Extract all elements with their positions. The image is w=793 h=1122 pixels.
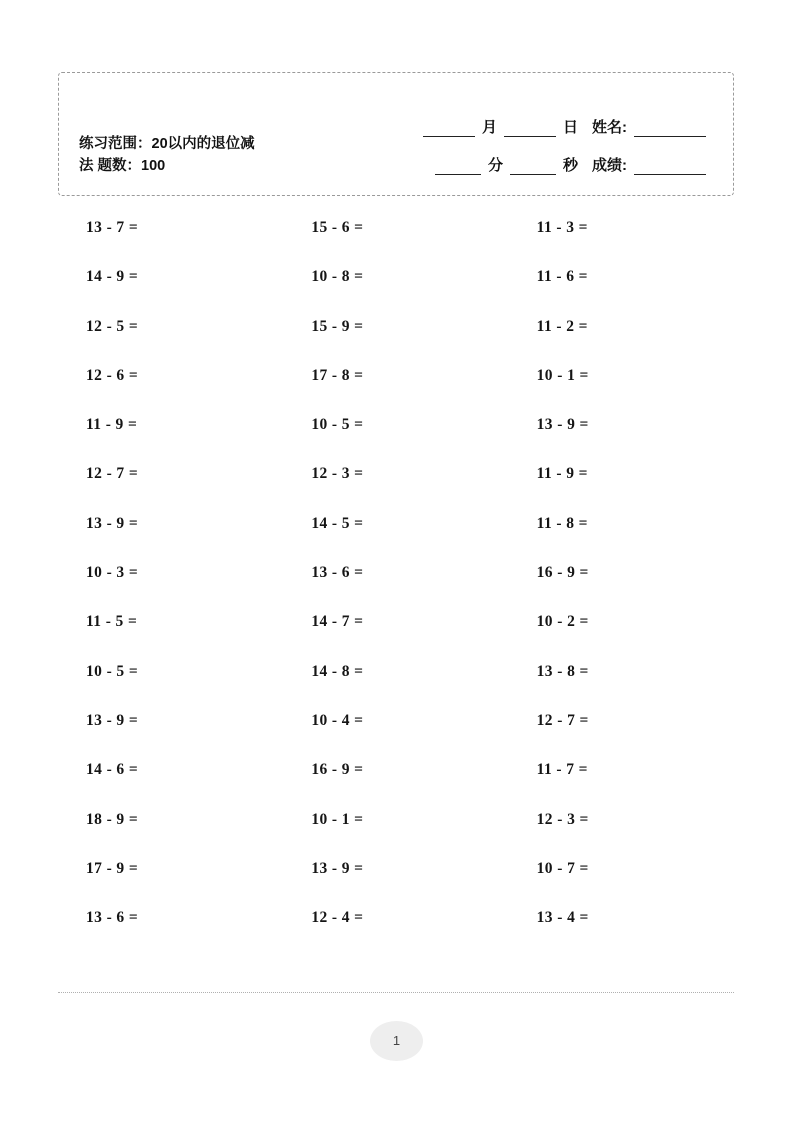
name-blank[interactable] — [634, 123, 706, 137]
problem-item: 13 - 4 = — [536, 909, 589, 927]
problem-item: 14 - 8 = — [311, 662, 364, 680]
worksheet-meta-fields — [381, 99, 711, 175]
problem-item: 14 - 6 = — [86, 761, 139, 779]
problem-item: 13 - 9 = — [536, 416, 589, 434]
problem-item: 10 - 8 = — [311, 268, 364, 286]
name-label: 姓名: — [592, 119, 627, 136]
problem-item: 10 - 1 = — [311, 810, 364, 828]
page-number-badge: 1 — [370, 1021, 423, 1061]
problem-item: 16 - 9 = — [311, 761, 364, 779]
problem-item: 14 - 9 = — [86, 268, 139, 286]
problem-item: 15 - 9 = — [311, 317, 364, 335]
month-label: 月 — [481, 119, 497, 136]
problem-item: 12 - 6 = — [86, 366, 139, 384]
problem-item: 12 - 3 = — [311, 465, 364, 483]
second-label: 秒 — [562, 157, 578, 174]
minute-label: 分 — [487, 157, 503, 174]
problem-item: 11 - 7 = — [536, 761, 588, 779]
problem-item: 12 - 5 = — [86, 317, 139, 335]
day-label: 日 — [562, 119, 578, 136]
problem-item: 11 - 3 = — [536, 219, 588, 236]
problem-item: 13 - 6 = — [311, 564, 364, 582]
time-row — [381, 137, 711, 175]
problem-item: 10 - 1 = — [536, 366, 589, 384]
month-blank[interactable] — [423, 123, 475, 137]
problem-item: 13 - 9 = — [311, 859, 364, 877]
problem-grid — [58, 203, 734, 942]
problem-item: 11 - 9 = — [86, 416, 138, 434]
day-blank[interactable] — [504, 123, 556, 137]
problem-item: 14 - 5 = — [311, 514, 364, 532]
date-row — [381, 99, 711, 137]
problem-item: 11 - 6 = — [536, 268, 588, 286]
score-label: 成绩: — [592, 157, 627, 174]
problem-item: 10 - 2 = — [536, 613, 589, 631]
problem-item: 17 - 8 = — [311, 366, 364, 384]
problem-item: 14 - 7 = — [311, 613, 364, 631]
practice-range-line-1: 练习范围：20以内的退位减 — [79, 136, 255, 152]
problem-item: 12 - 4 = — [311, 909, 364, 927]
practice-range-line-2: 法 题数：100 — [79, 158, 166, 174]
problem-item: 10 - 5 = — [86, 662, 139, 680]
problem-item: 17 - 9 = — [86, 859, 139, 877]
problem-item: 10 - 7 = — [536, 859, 589, 877]
footer-divider — [58, 992, 734, 993]
problem-item: 12 - 3 = — [536, 810, 589, 828]
second-blank[interactable] — [510, 161, 556, 175]
problem-item: 11 - 8 = — [536, 514, 588, 532]
problem-item: 10 - 5 = — [311, 416, 364, 434]
problem-item: 16 - 9 = — [536, 564, 589, 582]
problem-item: 10 - 4 = — [311, 711, 364, 729]
problem-item: 12 - 7 = — [536, 711, 589, 729]
header-box — [58, 72, 734, 196]
problem-item: 13 - 8 = — [536, 662, 589, 680]
problem-item: 11 - 2 = — [536, 317, 588, 335]
practice-range-info — [79, 133, 324, 177]
problem-item: 15 - 6 = — [311, 219, 364, 236]
score-blank[interactable] — [634, 161, 706, 175]
problem-item: 18 - 9 = — [86, 810, 139, 828]
problem-item: 11 - 5 = — [86, 613, 138, 631]
problem-item: 13 - 9 = — [86, 711, 139, 729]
problem-item: 10 - 3 = — [86, 564, 139, 582]
problem-item: 13 - 6 = — [86, 909, 139, 927]
problem-item: 13 - 7 = — [86, 219, 139, 236]
minute-blank[interactable] — [435, 161, 481, 175]
problem-item: 13 - 9 = — [86, 514, 139, 532]
problem-item: 11 - 9 = — [536, 465, 588, 483]
problem-item: 12 - 7 = — [86, 465, 139, 483]
